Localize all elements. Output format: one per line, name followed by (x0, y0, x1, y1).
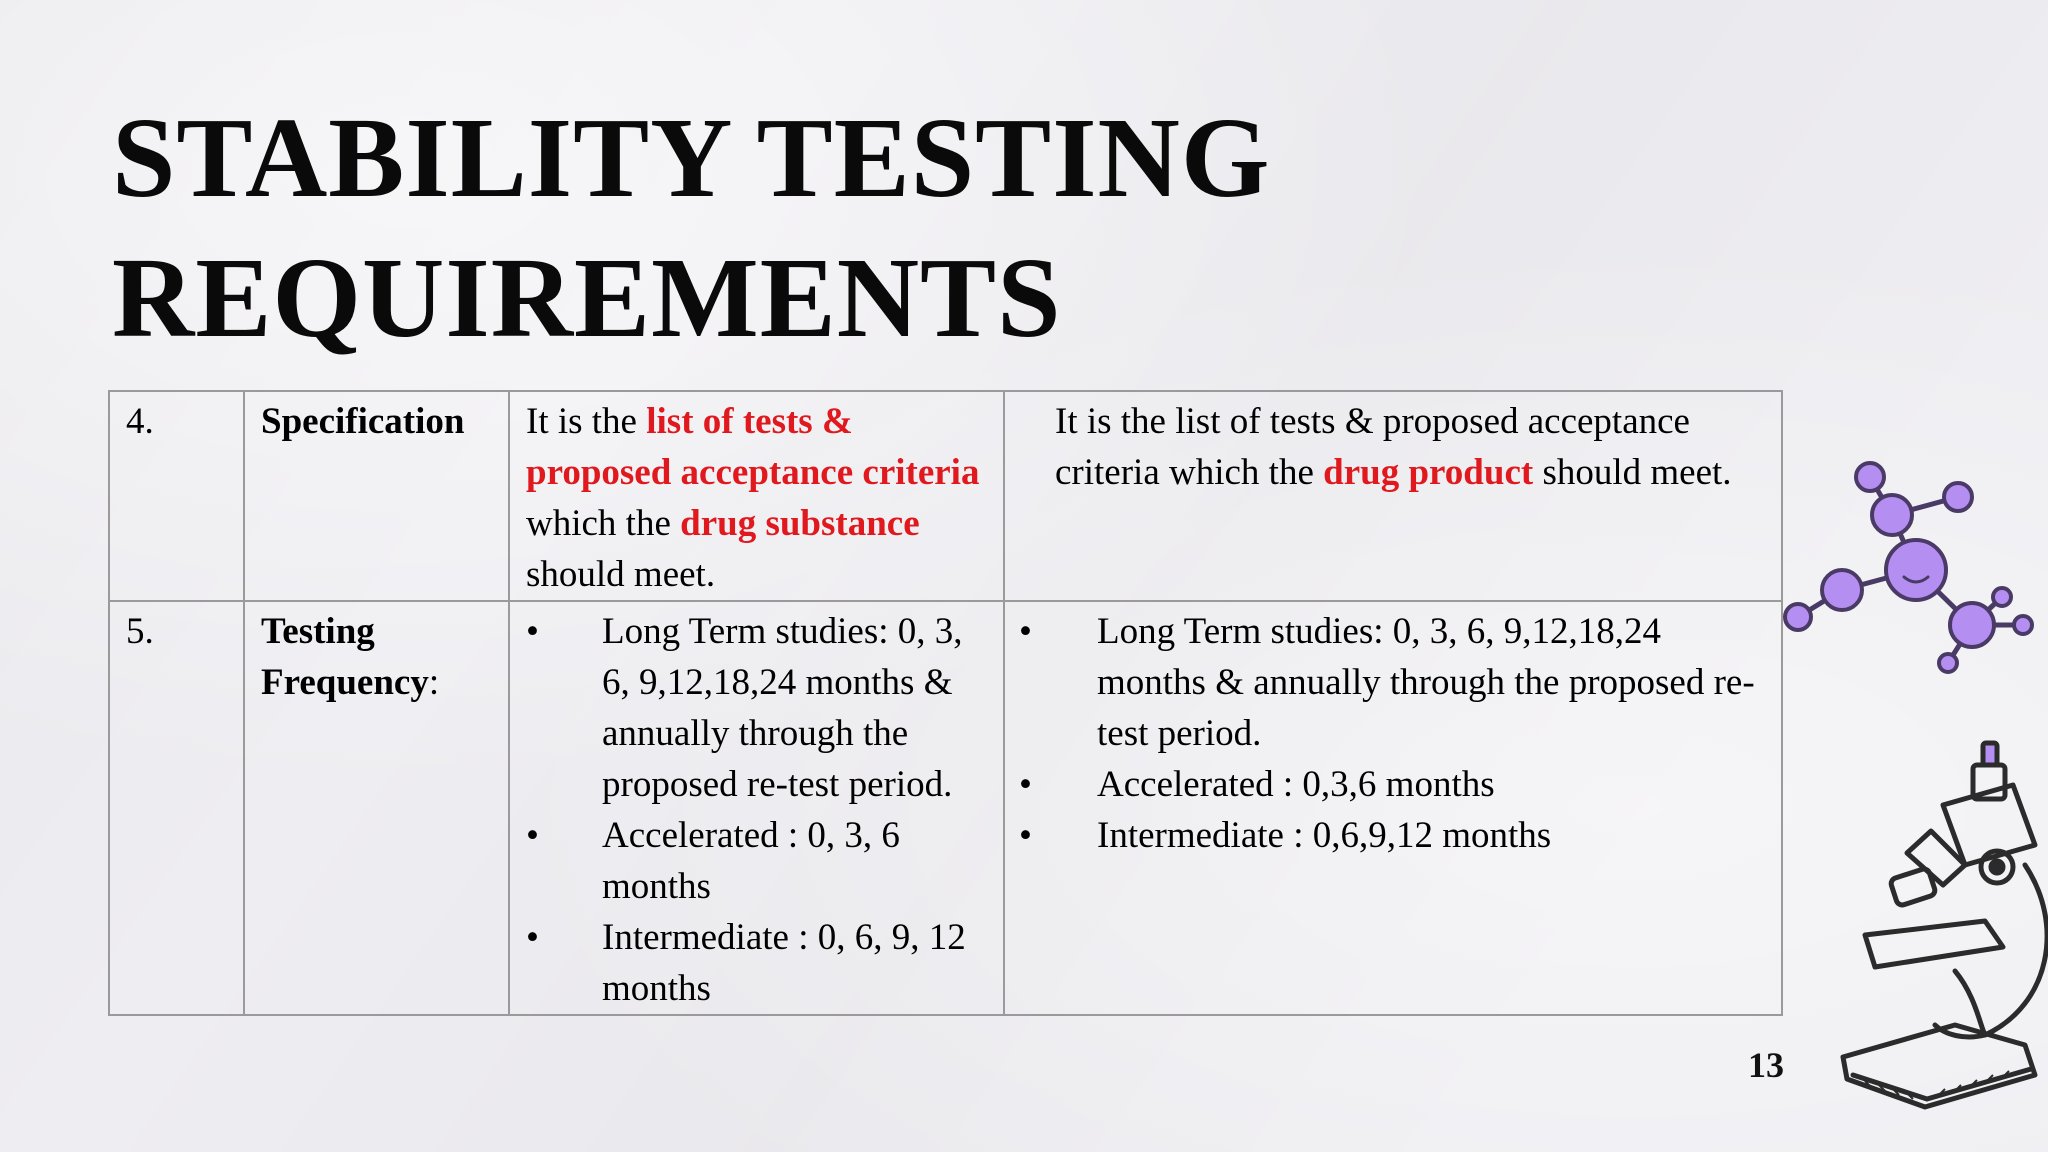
microscope-icon (1835, 735, 2048, 1120)
row-number: 4. (109, 391, 244, 601)
drug-product-cell (1004, 601, 1782, 1015)
list-item: • Long Term studies: 0, 3, 6, 9,12,18,24 months & annually through the proposed re-test period. (1019, 606, 1765, 759)
title-line-2: REQUIREMENTS (112, 234, 1062, 361)
row-label: Testing Frequency (261, 611, 429, 703)
page-number: 13 (1748, 1045, 1784, 1085)
drug-substance-cell (509, 391, 1004, 601)
table-row (109, 601, 1782, 1015)
cell-text: should meet. (1533, 452, 1732, 493)
row-label: Specification (244, 391, 509, 601)
cell-text: should meet. (526, 554, 716, 595)
frequency-list (526, 606, 987, 1014)
cell-text: It is the list of tests & proposed acceptance criteria which the (1055, 401, 1690, 493)
cell-text: It is the (526, 401, 647, 442)
list-item: • Intermediate : 0, 6, 9, 12 months (526, 912, 987, 1014)
cell-text: which the (526, 503, 681, 544)
drug-substance-cell (509, 601, 1004, 1015)
list-item: • Accelerated : 0,3,6 months (1019, 759, 1765, 810)
drug-product-cell (1004, 391, 1782, 601)
highlight-text: drug product (1323, 452, 1534, 493)
slide-title (112, 88, 1271, 368)
molecule-icon (1780, 455, 2035, 685)
highlight-text: drug substance (680, 503, 920, 544)
row-label-suffix: : (428, 662, 440, 703)
list-item: • Intermediate : 0,6,9,12 months (1019, 810, 1765, 861)
table-row (109, 391, 1782, 601)
row-number: 5. (109, 601, 244, 1015)
row-label-cell (244, 601, 509, 1015)
title-line-1: STABILITY TESTING (112, 94, 1271, 221)
list-item: • Long Term studies: 0, 3, 6, 9,12,18,24 months & annually through the proposed re-test period. (526, 606, 987, 810)
requirements-table (108, 390, 1783, 1016)
list-item: • Accelerated : 0, 3, 6 months (526, 810, 987, 912)
highlight-text: list of tests & proposed acceptance criteria (526, 401, 980, 493)
frequency-list (1019, 606, 1765, 861)
